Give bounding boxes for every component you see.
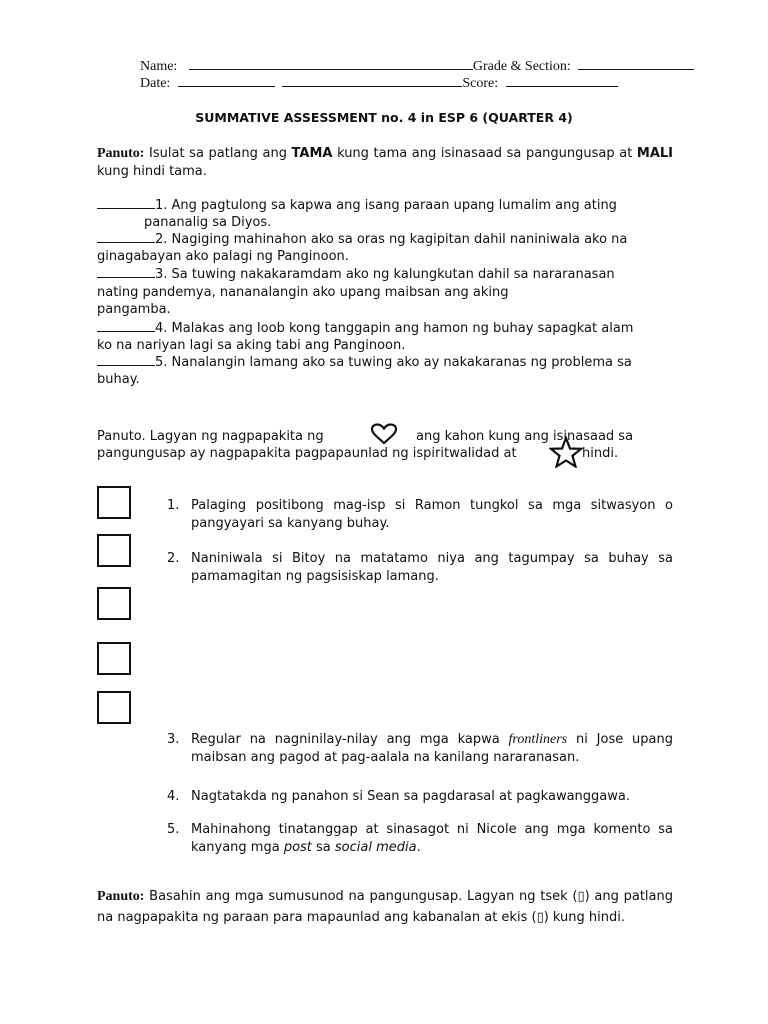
answer-blank-4[interactable] bbox=[97, 320, 155, 332]
answer-blank-5[interactable] bbox=[97, 354, 155, 366]
item-3-cont: nating pandemya, nananalangin ako upang maibsan ang aking bbox=[97, 285, 509, 300]
date-blank[interactable] bbox=[178, 74, 275, 87]
item-number: 4. bbox=[167, 789, 180, 804]
item-1-text: 1. Ang pagtulong sa kapwa ang isang paraan upang lumalim ang ating bbox=[155, 198, 617, 213]
date-label: Date: bbox=[140, 76, 171, 91]
statement-5-text-a: Mahinahong tinatanggap at sinasagot ni Nicole ang mga komento sa kanyang mga bbox=[191, 822, 673, 855]
statement-3 bbox=[191, 731, 673, 767]
date-row bbox=[140, 74, 618, 92]
item-4-text: 4. Malakas ang loob kong tanggapin ang hamon ng buhay sapagkat alam bbox=[155, 321, 634, 336]
statement-3-text-b: ni Jose upang maibsan ang pagod at pag-aalala na kanilang nararanasan. bbox=[191, 732, 673, 765]
statement-3-em: frontliners bbox=[508, 732, 568, 747]
item-number: 2. bbox=[167, 551, 180, 566]
statement-5-text-c: . bbox=[416, 840, 421, 855]
item-number: 5. bbox=[167, 822, 180, 837]
answer-box-2[interactable] bbox=[97, 534, 131, 567]
grade-label: Grade & Section: bbox=[472, 59, 571, 74]
answer-box-5[interactable] bbox=[97, 691, 131, 724]
statement-1: Palaging positibong mag-isp si Ramon tungkol sa mga sitwasyon o pangyayari sa kanyang buhay. bbox=[191, 498, 673, 531]
item-number: 1. bbox=[167, 498, 180, 513]
instr-text-b: kung tama ang isinasaad sa pangungusap at bbox=[332, 146, 637, 161]
part2-line1-b: ang kahon kung ang isinasaad sa bbox=[416, 429, 634, 444]
part3-text-a: Basahin ang mga sumusunod na pangungusap. Lagyan ng tsek ( bbox=[144, 889, 578, 904]
item-4-cont: ko na nariyan lagi sa aking tabi ang Panginoon. bbox=[97, 338, 406, 353]
item-2-line bbox=[97, 231, 673, 249]
score-blank[interactable] bbox=[506, 74, 618, 87]
answer-box-3[interactable] bbox=[97, 587, 131, 620]
heart-icon bbox=[370, 423, 398, 445]
item-3-line bbox=[97, 266, 615, 284]
answer-blank-3[interactable] bbox=[97, 266, 155, 278]
mali-label: MALI bbox=[636, 146, 674, 161]
answer-blank-1[interactable] bbox=[97, 197, 155, 209]
part3-instructions bbox=[97, 886, 673, 928]
answer-box-1[interactable] bbox=[97, 486, 131, 519]
part2-line2-b: hindi. bbox=[582, 446, 619, 461]
statement-5-em-1: post bbox=[283, 840, 312, 855]
panuto-label: Panuto: bbox=[97, 146, 145, 161]
item-5-line bbox=[97, 354, 673, 372]
item-number: 3. bbox=[167, 732, 180, 747]
statement-3-text-a: Regular na nagninilay-nilay ang mga kapwa bbox=[191, 732, 509, 747]
item-3-cont-2: pangamba. bbox=[97, 302, 171, 317]
answer-box-4[interactable] bbox=[97, 642, 131, 675]
item-4-line bbox=[97, 320, 673, 338]
part2-line2-a: pangungusap ay nagpapakita pagpapaunlad ng ispiritwalidad at bbox=[97, 446, 517, 461]
score-label: Score: bbox=[462, 76, 499, 91]
instr-text-a: Isulat sa patlang ang bbox=[144, 146, 292, 161]
item-1-cont: pananalig sa Diyos. bbox=[144, 215, 272, 230]
x-glyph: ▯ bbox=[536, 910, 544, 925]
item-3-text: 3. Sa tuwing nakakaramdam ako ng kalungkutan dahil sa nararanasan bbox=[155, 267, 615, 282]
name-row bbox=[140, 57, 694, 75]
item-5-text: 5. Nanalangin lamang ako sa tuwing ako ay nakakaranas ng problema sa bbox=[155, 355, 632, 370]
tama-label: TAMA bbox=[291, 146, 333, 161]
grade-blank[interactable] bbox=[578, 57, 694, 70]
page-title: SUMMATIVE ASSESSMENT no. 4 in ESP 6 (QUARTER 4) bbox=[195, 110, 573, 125]
item-5-cont: buhay. bbox=[97, 372, 140, 387]
part1-instructions bbox=[97, 145, 673, 180]
statement-5-text-b: sa bbox=[311, 840, 335, 855]
part2-line1-a: Panuto. Lagyan ng nagpapakita ng bbox=[97, 429, 324, 444]
statement-5-em-2: social media bbox=[334, 840, 417, 855]
answer-blank-2[interactable] bbox=[97, 231, 155, 243]
statement-2: Naniniwala si Bitoy na matatamo niya ang tagumpay sa buhay sa pamamagitan ng pagsisiskap lamang. bbox=[191, 551, 673, 584]
part3-text-b: ) ang patlang na nagpapakita ng paraan para mapaunlad ang kabanalan at ekis ( bbox=[97, 889, 673, 925]
item-2-text: 2. Nagiging mahinahon ako sa oras ng kagipitan dahil naniniwala ako na bbox=[155, 232, 628, 247]
item-1-line bbox=[97, 197, 673, 215]
item-2-cont: ginagabayan ako palagi ng Panginoon. bbox=[97, 249, 349, 264]
date-blank-2[interactable] bbox=[282, 74, 462, 87]
name-blank[interactable] bbox=[189, 57, 473, 70]
star-icon bbox=[549, 436, 583, 468]
name-label: Name: bbox=[140, 59, 178, 74]
part3-text-c: ) kung hindi. bbox=[543, 910, 626, 925]
panuto-label: Panuto: bbox=[97, 889, 145, 904]
statement-5 bbox=[191, 821, 673, 857]
instr-text-c: kung hindi tama. bbox=[97, 163, 207, 179]
statement-4: Nagtatakda ng panahon si Sean sa pagdarasal at pagkawanggawa. bbox=[191, 789, 630, 804]
check-glyph: ▯ bbox=[577, 889, 585, 904]
